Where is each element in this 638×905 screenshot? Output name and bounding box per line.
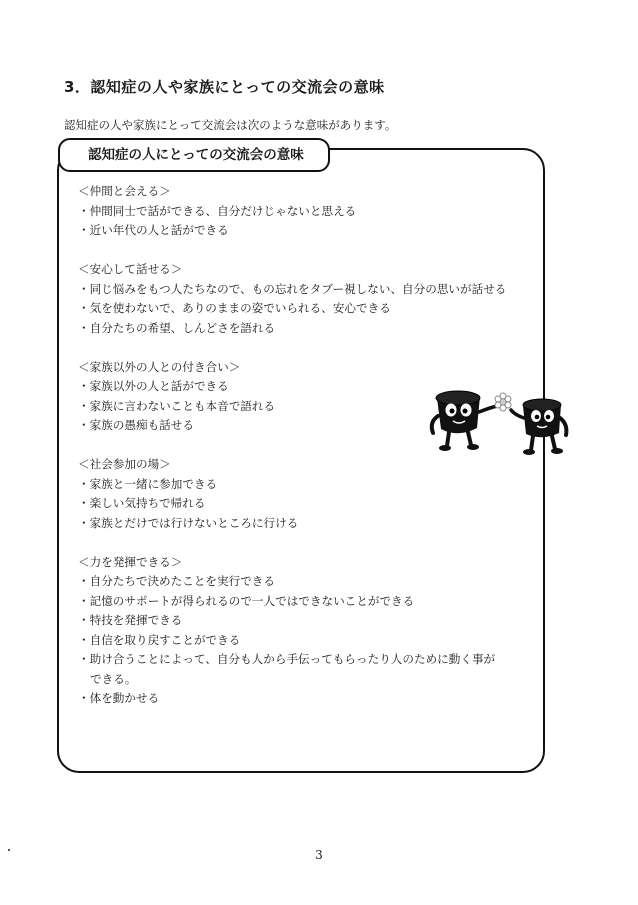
- bullet-item: ・自分たちの希望、しんどさを語れる: [78, 320, 276, 335]
- section-anshin: [78, 260, 538, 338]
- box-title: 認知症の人にとっての交流会の意味: [58, 138, 330, 172]
- bullet-item: ・同じ悩みをもつ人たちなので、もの忘れをタブー視しない、自分の思いが話せる: [78, 281, 507, 296]
- left-mascot-icon: [432, 391, 497, 451]
- right-mascot-icon: [511, 399, 566, 455]
- section-head: ＜社会参加の場＞: [78, 457, 171, 471]
- bullet-item: ・体を動かせる: [78, 691, 160, 705]
- bullet-item: ・家族に言わないことも本音で語れる: [78, 398, 276, 413]
- bullet-item: ・仲間同士で話ができる、自分だけじゃないと思える: [78, 203, 357, 218]
- intro-text: 認知症の人や家族にとって交流会は次のような意味があります。: [64, 118, 397, 132]
- bullet-item: ・家族とだけでは行けないところに行ける: [78, 515, 299, 530]
- bullet-continuation: できる。: [90, 671, 137, 686]
- bullet-item: ・近い年代の人と話ができる: [78, 223, 229, 237]
- bullet-item: ・気を使わないで、ありのままの姿でいられる、安心できる: [78, 301, 391, 315]
- bullet-item: ・家族以外の人と話ができる: [78, 379, 229, 393]
- bullet-item: ・助け合うことによって、自分も人から手伝ってもらったり人のために動く事が: [78, 652, 496, 666]
- section-head: ＜安心して話せる＞: [78, 262, 183, 276]
- section-head: ＜家族以外の人との付き合い＞: [78, 359, 241, 374]
- bullet-item: ・自信を取り戻すことができる: [78, 632, 241, 647]
- section-nakama: [78, 182, 538, 241]
- section-head: ＜仲間と会える＞: [78, 184, 171, 198]
- page-number: 3: [315, 848, 323, 862]
- bullet-item: ・家族と一緒に参加できる: [78, 476, 218, 491]
- bullet-item: ・自分たちで決めたことを実行できる: [78, 574, 275, 588]
- section-head: ＜力を発揮できる＞: [78, 554, 183, 569]
- section-heading: 3．認知症の人や家族にとっての交流会の意味: [64, 78, 385, 96]
- section-chikara: [78, 553, 538, 709]
- scan-speck: [8, 849, 10, 851]
- bullet-item: ・記憶のサポートが得られるので一人ではできないことができる: [78, 593, 415, 608]
- bullet-item: ・特技を発揮できる: [78, 613, 183, 627]
- flower-icon: [495, 393, 511, 411]
- bullet-item: ・家族の愚痴も話せる: [78, 418, 194, 432]
- bullet-item: ・楽しい気持ちで帰れる: [78, 496, 206, 510]
- section-shakai-sanka: [78, 455, 538, 533]
- mascot-characters-illustration: [425, 388, 575, 463]
